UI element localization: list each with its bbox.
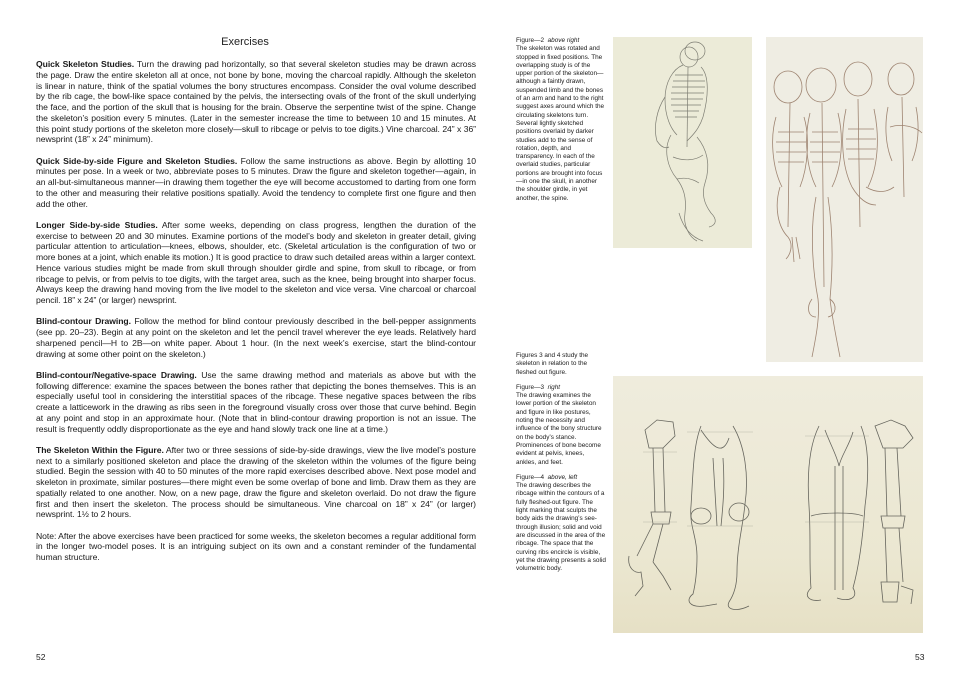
exercise-title: Quick Side-by-side Figure and Skeleton Studies. — [36, 155, 238, 166]
exercise-body: Follow the method for blind contour previously described in the bell-pepper assignments (see pp. 20–23). Begin at any point on the skeleton and let the pencil travel wherever the eye leads. Relatively hard sharpened pencil—H to 2B—on white paper. About 1 hour. (In the next week’s exercise, start the blind-contour drawing at some other point on the skeleton.) — [36, 316, 477, 359]
exercise-longer-studies — [36, 220, 476, 306]
figure-2-drawing — [613, 37, 752, 248]
note-paragraph: Note: After the above exercises have been practiced for some weeks, the skeleton becomes a regular additional form in the longer two-model poses. It is an intriguing subject on its own and a constant reminder of the fundamental human structure. — [36, 530, 476, 562]
figure-3-legs-drawing — [613, 376, 923, 633]
figure-position: above right — [547, 37, 580, 44]
caption-label — [516, 384, 606, 392]
caption-figure-3 — [516, 384, 606, 467]
page-number-right: 53 — [915, 652, 925, 662]
exercise-body: Use the same drawing method and materials as above but with the following difference: examine the spaces between the bones rather that depicting the bones themselves. This is an especially useful tool in considering the interstitial spaces of the ribcage. These negative spaces between the ribs create a latticework in the drawing as ribs seen in the foreground visually cross over those that curve behind. Begin at any point and stop in an approximate hour. (Note that in blind-contour drawing proportion is not an issue. The result is frequently oddly disproportionate as the eye and hand slowly track one line at a time.) — [36, 369, 477, 434]
figure-label: Figure—3 — [516, 383, 545, 391]
figure-label: Figure—2 — [516, 37, 545, 44]
figure-position: right — [547, 383, 561, 391]
caption-label — [516, 474, 606, 482]
page-number-left: 52 — [36, 652, 46, 662]
caption-figure-2 — [516, 37, 606, 203]
caption-text: The drawing examines the lower portion of the skeleton and figure in like postures, noting the necessity and influence of the bony structure on the body’s stance. Prominences of bone become evident at pelvis, knees, ankles, and feet. — [516, 392, 602, 466]
exercise-body: Turn the drawing pad horizontally, so that several skeleton studies may be drawn across the page. Draw the entire skeleton all at once, not bone by bone, moving the charcoal rapidly. Although the skeleton is linear in nature, think of the spatial volumes the bony structures encompass. Consider the oval volume described by the rib cage, the bowl-like space contained by the pelvis, the intersecting ovals of the front of the skull underlying the face, and the portion of the skull that is housing for the brain. Observe the serpentine twist of the spine. Change the skeleton’s position every 5 minutes. (Later in the semester increase the time to between 10 and 15 minutes. At this point study portions of the skeleton more closely—skull to ribcage or pelvis to toe digits.) Vine charcoal. 24” x 36” newsprint (18” x 24” minimum). — [36, 59, 476, 145]
exercise-body: Follow the same instructions as above. Begin by allotting 10 minutes per pose. In a week or two, abbreviate poses to 5 minutes. Draw the figure and skeleton together—again, in an all-but-simultaneous manner—in drawing them together the eye will become accustomed to darting from one form to the other and measuring their relative positions spatially. Avoid the tendency to complete first one figure and then add the other. — [36, 155, 476, 209]
exercise-side-by-side — [36, 156, 476, 210]
exercise-title: The Skeleton Within the Figure. — [36, 444, 164, 455]
page-heading: Exercises — [221, 36, 269, 48]
exercise-quick-skeleton — [36, 59, 476, 145]
caption-text: The drawing describes the ribcage within the contours of a fully fleshed-out figure. The light marking that sculpts the body aids the drawing’s see-through illusion; solid and void are discussed in the area of the ribcage. The space that the curving ribs encircle is visible, yet the drawing presents a solid volumetric body. — [516, 482, 606, 573]
figure-position: above, left — [547, 473, 578, 481]
caption-intro: Figures 3 and 4 study the skeleton in relation to the fleshed out figure. — [516, 352, 589, 376]
exercise-title: Blind-contour Drawing. — [36, 316, 131, 327]
exercise-body: After two or three sessions of side-by-side drawings, view the live model’s posture next to a similarly positioned skeleton and place the drawing of the skeleton within the volumes of the figure being studied. Begin the session with 40 to 50 minutes of the more rapid exercises described above. Next pose model and skeleton in proximate, similar postures—there might even be some overlap of bone and limb. Draw them as they are spatially related to one another. Now, on a new page, draw the figure and skeleton overlaid. Do not draw the figure first and then insert the skeleton. The process should be simultaneous. Vine charcoal on 18” x 24” (or larger) newsprint. 1½ to 2 hours. — [36, 444, 476, 520]
exercise-title: Longer Side-by-side Studies. — [36, 219, 158, 230]
overlaid-skeletons-sketch — [766, 37, 923, 362]
exercise-body: After some weeks, depending on class progress, lengthen the duration of the exercise to between 20 and 30 minutes. Examine portions of the model’s body and skeleton in greater detail, giving particular attention to articulation—knees, elbows, shoulder, etc. (Skeletal articulation is the configuration of two or more bones at a joint, which enable its motion.) It is good practice to draw such detailed areas within a larger context. Hence various studies might be made from skull through shoulder girdle and spine, from skull to ribcage, or from ribcage to pelvis, or from pelvis to toe digits, with the target area, such as the knee, being brought into sharper focus. Always keep the drawing hand moving from the live model to the skeleton and vice versa. Vine charcoal or charcoal pencil. 18” x 24” (or larger) newsprint. — [36, 219, 476, 305]
exercise-blind-contour — [36, 316, 476, 359]
exercise-negative-space — [36, 370, 476, 435]
exercise-text — [36, 59, 476, 573]
skeleton-in-figure-sketch — [613, 37, 752, 248]
caption-text: The skeleton was rotated and stopped in fixed positions. The overlapping study is of the upper portion of the skeleton—although a faintly drawn, suspended limb and the bones of an arm and hand to the right suggest axes around which the circulating skeletons turn. Several lightly sketched positions overlaid by darker studies add to the sense of rotation, depth, and transparency. In each of the overlaid studies, particular portions are brought into focus—in one the skull, in another the shoulder girdle, in yet another, the spine. — [516, 45, 605, 202]
figure-label: Figure—4 — [516, 473, 545, 481]
caption-figures-3-4 — [516, 352, 606, 573]
legs-and-bones-sketch — [613, 376, 923, 633]
caption-label — [516, 37, 606, 45]
caption-figure-4 — [516, 474, 606, 574]
exercise-skeleton-within — [36, 445, 476, 520]
exercise-title: Blind-contour/Negative-space Drawing. — [36, 369, 197, 380]
exercise-title: Quick Skeleton Studies. — [36, 59, 135, 69]
figure-rotating-skeletons-drawing — [766, 37, 923, 362]
